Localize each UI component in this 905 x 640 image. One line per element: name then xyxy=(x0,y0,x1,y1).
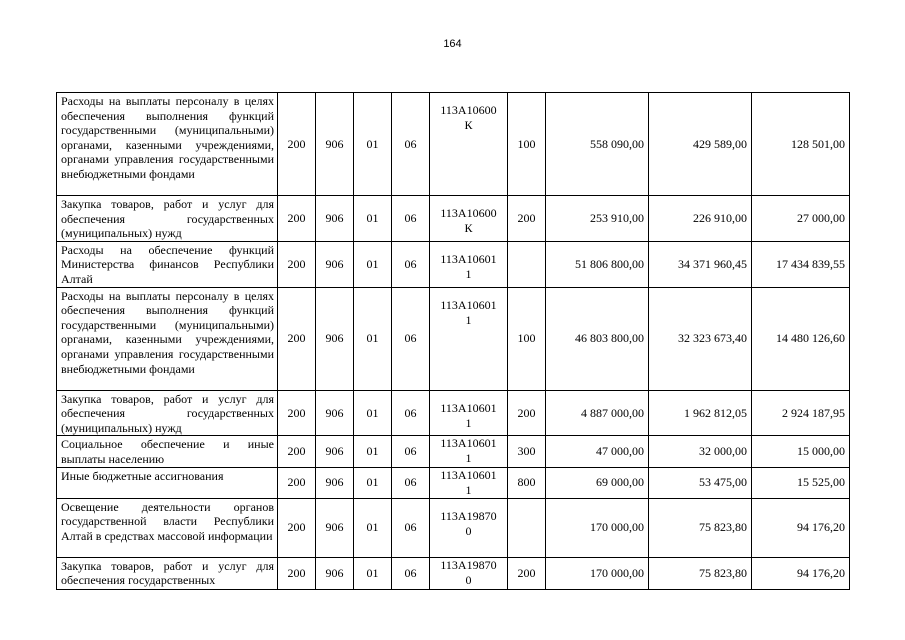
department-code: 906 xyxy=(316,436,354,467)
expense-type-code: 200 xyxy=(508,390,546,436)
expense-name: Расходы на выплаты персоналу в целях обеспечения выполнения функций государственными (муниципальными) органами, казенными учреждениями, органами управления государственными внебюджетными фондами xyxy=(57,287,278,390)
section-code: 01 xyxy=(354,390,392,436)
remaining-amount: 94 176,20 xyxy=(752,557,850,589)
remaining-amount: 14 480 126,60 xyxy=(752,287,850,390)
expense-type-code: 100 xyxy=(508,93,546,196)
expense-name: Иные бюджетные ассигнования xyxy=(57,467,278,498)
remaining-amount: 17 434 839,55 xyxy=(752,241,850,287)
target-article-code: 113А10600 К xyxy=(430,196,508,242)
table-row xyxy=(57,196,850,242)
target-article-code: 113А10601 1 xyxy=(430,241,508,287)
executed-amount: 429 589,00 xyxy=(649,93,752,196)
subsection-code: 06 xyxy=(392,557,430,589)
planned-amount: 558 090,00 xyxy=(546,93,649,196)
ministry-code: 200 xyxy=(278,93,316,196)
section-code: 01 xyxy=(354,557,392,589)
expense-type-code: 200 xyxy=(508,196,546,242)
subsection-code: 06 xyxy=(392,93,430,196)
table-row xyxy=(57,287,850,390)
executed-amount: 75 823,80 xyxy=(649,498,752,557)
planned-amount: 69 000,00 xyxy=(546,467,649,498)
target-article-code: 113А19870 0 xyxy=(430,498,508,557)
table-row xyxy=(57,241,850,287)
ministry-code: 200 xyxy=(278,467,316,498)
subsection-code: 06 xyxy=(392,467,430,498)
remaining-amount: 128 501,00 xyxy=(752,93,850,196)
table-row xyxy=(57,93,850,196)
planned-amount: 170 000,00 xyxy=(546,557,649,589)
executed-amount: 32 323 673,40 xyxy=(649,287,752,390)
subsection-code: 06 xyxy=(392,498,430,557)
target-article-code: 113А10601 1 xyxy=(430,467,508,498)
ministry-code: 200 xyxy=(278,241,316,287)
ministry-code: 200 xyxy=(278,287,316,390)
subsection-code: 06 xyxy=(392,287,430,390)
department-code: 906 xyxy=(316,557,354,589)
table-row xyxy=(57,390,850,436)
planned-amount: 46 803 800,00 xyxy=(546,287,649,390)
table-row xyxy=(57,467,850,498)
section-code: 01 xyxy=(354,241,392,287)
expense-name: Освещение деятельности органов государственной власти Республики Алтай в средствах массовой информации xyxy=(57,498,278,557)
ministry-code: 200 xyxy=(278,557,316,589)
expense-name: Расходы на выплаты персоналу в целях обеспечения выполнения функций государственными (муниципальными) органами, казенными учреждениями, органами управления государственными внебюджетными фондами xyxy=(57,93,278,196)
department-code: 906 xyxy=(316,467,354,498)
section-code: 01 xyxy=(354,196,392,242)
expense-type-code: 100 xyxy=(508,287,546,390)
target-article-code: 113А19870 0 xyxy=(430,557,508,589)
ministry-code: 200 xyxy=(278,196,316,242)
page-number: 164 xyxy=(443,38,462,50)
expense-name: Закупка товаров, работ и услуг для обеспечения государственных xyxy=(57,557,278,589)
executed-amount: 75 823,80 xyxy=(649,557,752,589)
ministry-code: 200 xyxy=(278,436,316,467)
executed-amount: 32 000,00 xyxy=(649,436,752,467)
planned-amount: 253 910,00 xyxy=(546,196,649,242)
subsection-code: 06 xyxy=(392,436,430,467)
section-code: 01 xyxy=(354,436,392,467)
executed-amount: 53 475,00 xyxy=(649,467,752,498)
planned-amount: 170 000,00 xyxy=(546,498,649,557)
remaining-amount: 15 525,00 xyxy=(752,467,850,498)
remaining-amount: 94 176,20 xyxy=(752,498,850,557)
remaining-amount: 27 000,00 xyxy=(752,196,850,242)
planned-amount: 51 806 800,00 xyxy=(546,241,649,287)
executed-amount: 1 962 812,05 xyxy=(649,390,752,436)
expense-name: Закупка товаров, работ и услуг для обеспечения государственных (муниципальных) нужд xyxy=(57,196,278,242)
department-code: 906 xyxy=(316,196,354,242)
table-row xyxy=(57,557,850,589)
target-article-code: 113А10600 К xyxy=(430,93,508,196)
expense-type-code xyxy=(508,241,546,287)
department-code: 906 xyxy=(316,287,354,390)
budget-table xyxy=(56,92,850,590)
expense-type-code: 200 xyxy=(508,557,546,589)
section-code: 01 xyxy=(354,498,392,557)
table-row xyxy=(57,498,850,557)
table-row xyxy=(57,436,850,467)
section-code: 01 xyxy=(354,287,392,390)
subsection-code: 06 xyxy=(392,196,430,242)
department-code: 906 xyxy=(316,241,354,287)
planned-amount: 4 887 000,00 xyxy=(546,390,649,436)
planned-amount: 47 000,00 xyxy=(546,436,649,467)
target-article-code: 113А10601 1 xyxy=(430,287,508,390)
executed-amount: 226 910,00 xyxy=(649,196,752,242)
department-code: 906 xyxy=(316,390,354,436)
expense-name: Расходы на обеспечение функций Министерства финансов Республики Алтай xyxy=(57,241,278,287)
expense-type-code xyxy=(508,498,546,557)
expense-name: Социальное обеспечение и иные выплаты населению xyxy=(57,436,278,467)
remaining-amount: 15 000,00 xyxy=(752,436,850,467)
ministry-code: 200 xyxy=(278,498,316,557)
remaining-amount: 2 924 187,95 xyxy=(752,390,850,436)
section-code: 01 xyxy=(354,93,392,196)
target-article-code: 113А10601 1 xyxy=(430,390,508,436)
department-code: 906 xyxy=(316,93,354,196)
subsection-code: 06 xyxy=(392,241,430,287)
expense-type-code: 800 xyxy=(508,467,546,498)
expense-name: Закупка товаров, работ и услуг для обеспечения государственных (муниципальных) нужд xyxy=(57,390,278,436)
target-article-code: 113А10601 1 xyxy=(430,436,508,467)
expense-type-code: 300 xyxy=(508,436,546,467)
ministry-code: 200 xyxy=(278,390,316,436)
subsection-code: 06 xyxy=(392,390,430,436)
executed-amount: 34 371 960,45 xyxy=(649,241,752,287)
section-code: 01 xyxy=(354,467,392,498)
department-code: 906 xyxy=(316,498,354,557)
